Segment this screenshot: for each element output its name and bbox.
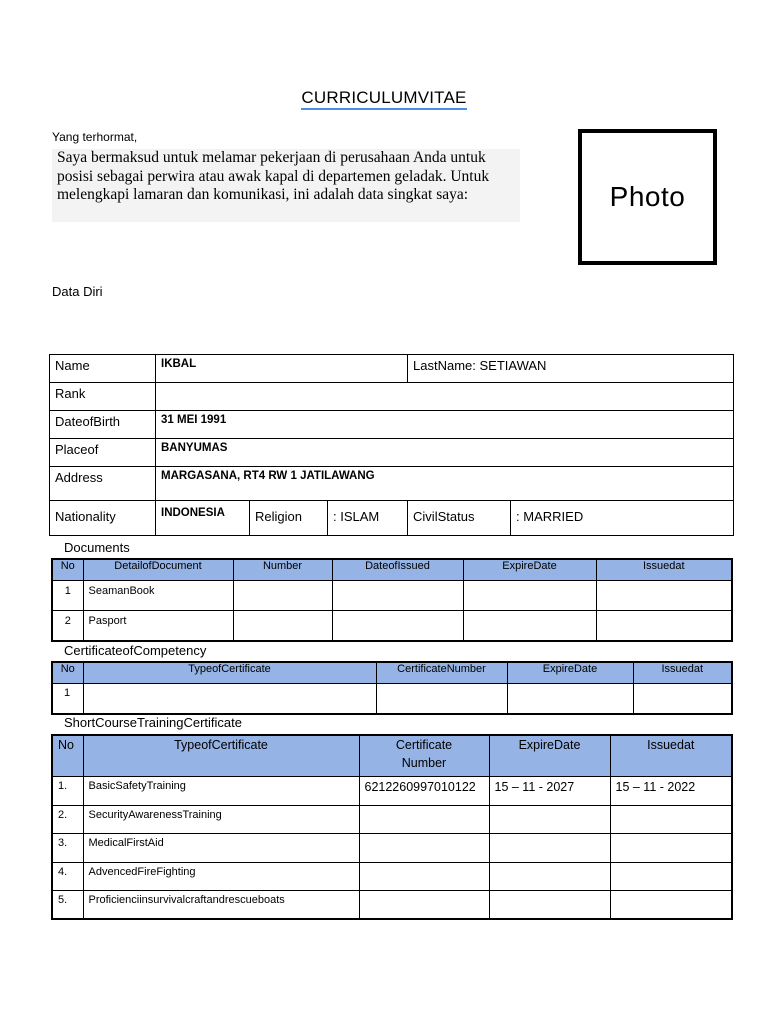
training-number — [359, 891, 489, 920]
column-header: Issuedat — [610, 735, 732, 777]
column-header: Number — [233, 559, 332, 581]
row-number: 2. — [52, 805, 83, 834]
column-header: DetailofDocument — [83, 559, 233, 581]
name-label: Name — [50, 355, 156, 383]
training-number — [359, 834, 489, 863]
column-header: Issuedat — [596, 559, 732, 581]
table-row — [52, 611, 732, 641]
certificate-type — [83, 684, 376, 714]
table-row — [50, 439, 734, 467]
column-header: CertificateNumber — [376, 662, 507, 684]
training-type: SecurityAwarenessTraining — [83, 805, 359, 834]
photo-placeholder — [578, 129, 717, 265]
table-row — [52, 891, 732, 920]
short-course-heading: ShortCourseTrainingCertificate — [64, 715, 242, 730]
short-course-table — [51, 734, 733, 920]
civil-status-value: : MARRIED — [511, 501, 734, 536]
document-issued-at — [596, 581, 732, 611]
column-header: No — [52, 559, 83, 581]
address-value: MARGASANA, RT4 RW 1 JATILAWANG — [156, 467, 734, 501]
nationality-label: Nationality — [50, 501, 156, 536]
cover-letter-text: Saya bermaksud untuk melamar pekerjaan di perusahaan Anda untuk posisi sebagai perwira atau awak kapal di departemen geladak. Untuk melengkapi lamaran dan komunikasi, ini adalah data singkat saya: — [52, 149, 520, 222]
table-row — [50, 411, 734, 439]
coc-heading: CertificateofCompetency — [64, 643, 207, 658]
table-row — [50, 383, 734, 411]
training-type: Proficienciinsurvivalcraftandrescueboats — [83, 891, 359, 920]
training-expire — [489, 862, 610, 891]
training-expire — [489, 834, 610, 863]
column-header: Certificate Number — [359, 735, 489, 777]
rank-value — [156, 383, 734, 411]
place-value: BANYUMAS — [156, 439, 734, 467]
table-row — [52, 581, 732, 611]
row-number: 3. — [52, 834, 83, 863]
training-number: 6212260997010122 — [359, 777, 489, 806]
training-number — [359, 862, 489, 891]
religion-label: Religion — [250, 501, 328, 536]
column-header: ExpireDate — [507, 662, 633, 684]
document-detail: Pasport — [83, 611, 233, 641]
column-header: TypeofCertificate — [83, 735, 359, 777]
dob-label: DateofBirth — [50, 411, 156, 439]
document-expire — [463, 611, 596, 641]
table-header-row — [52, 735, 732, 777]
document-expire — [463, 581, 596, 611]
nationality-value: INDONESIA — [156, 501, 250, 536]
training-issued-at — [610, 862, 732, 891]
column-header: Issuedat — [633, 662, 732, 684]
row-number: 1 — [52, 581, 83, 611]
personal-data-heading: Data Diri — [52, 284, 103, 299]
training-type: BasicSafetyTraining — [83, 777, 359, 806]
training-issued-at — [610, 891, 732, 920]
name-value: IKBAL — [156, 355, 408, 383]
column-header: No — [52, 735, 83, 777]
table-header-row — [52, 662, 732, 684]
table-row — [52, 777, 732, 806]
documents-table — [51, 558, 733, 642]
document-detail: SeamanBook — [83, 581, 233, 611]
rank-label: Rank — [50, 383, 156, 411]
civil-status-label: CivilStatus — [408, 501, 511, 536]
row-number: 4. — [52, 862, 83, 891]
coc-table — [51, 661, 733, 715]
column-header: DateofIssued — [332, 559, 463, 581]
certificate-expire — [507, 684, 633, 714]
dob-value: 31 MEI 1991 — [156, 411, 734, 439]
training-issued-at: 15 – 11 - 2022 — [610, 777, 732, 806]
certificate-number — [376, 684, 507, 714]
certificate-issued-at — [633, 684, 732, 714]
greeting: Yang terhormat, — [52, 130, 138, 144]
column-header: ExpireDate — [463, 559, 596, 581]
place-label: Placeof — [50, 439, 156, 467]
training-issued-at — [610, 805, 732, 834]
document-issued-at — [596, 611, 732, 641]
column-header: ExpireDate — [489, 735, 610, 777]
table-row — [52, 805, 732, 834]
address-label: Address — [50, 467, 156, 501]
table-header-row — [52, 559, 732, 581]
training-number — [359, 805, 489, 834]
table-row — [50, 355, 734, 383]
column-header: TypeofCertificate — [83, 662, 376, 684]
row-number: 1 — [52, 684, 83, 714]
table-row — [50, 501, 734, 536]
photo-label: Photo — [609, 181, 686, 212]
documents-heading: Documents — [64, 540, 130, 555]
training-type: AdvencedFireFighting — [83, 862, 359, 891]
row-number: 1. — [52, 777, 83, 806]
training-expire: 15 – 11 - 2027 — [489, 777, 610, 806]
row-number: 5. — [52, 891, 83, 920]
document-issued — [332, 581, 463, 611]
training-expire — [489, 805, 610, 834]
table-row — [52, 684, 732, 714]
document-issued — [332, 611, 463, 641]
personal-data-table — [49, 354, 734, 536]
row-number: 2 — [52, 611, 83, 641]
lastname-field: LastName: SETIAWAN — [408, 355, 734, 383]
training-issued-at — [610, 834, 732, 863]
column-header: No — [52, 662, 83, 684]
table-row — [52, 834, 732, 863]
table-row — [50, 467, 734, 501]
religion-value: : ISLAM — [328, 501, 408, 536]
training-type: MedicalFirstAid — [83, 834, 359, 863]
training-expire — [489, 891, 610, 920]
document-number — [233, 611, 332, 641]
document-number — [233, 581, 332, 611]
table-row — [52, 862, 732, 891]
document-title: CURRICULUMVITAE — [0, 88, 768, 108]
